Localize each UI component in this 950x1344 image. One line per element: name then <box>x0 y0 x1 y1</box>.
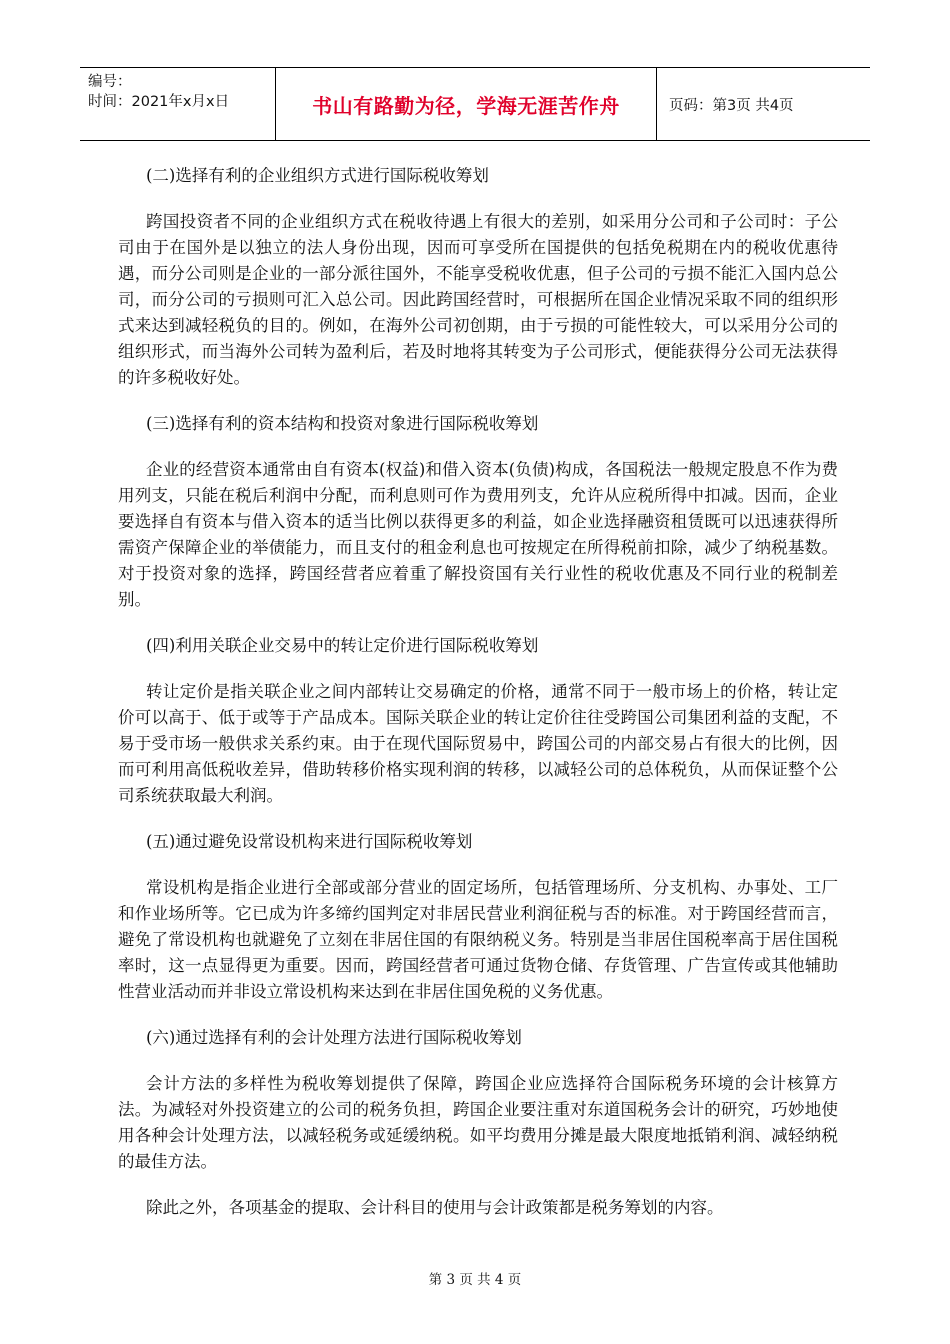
document-number-label: 编号： <box>88 74 132 90</box>
document-body <box>118 163 838 1241</box>
section-paragraph: 跨国投资者不同的企业组织方式在税收待遇上有很大的差别，如采用分公司和子公司时：子公司由于在国外是以独立的法人身份出现，因而可享受所在国提供的包括免税期在内的税收优惠待遇，而分公司则是企业的一部分派往国外，不能享受税收优惠，但子公司的亏损不能汇入国内总公司，而分公司的亏损则可汇入总公司。因此跨国经营时，可根据所在国企业情况采取不同的组织形式来达到减轻税负的目的。例如，在海外公司初创期，由于亏损的可能性较大，可以采用分公司的组织形式，而当海外公司转为盈利后，若及时地将其转变为子公司形式，便能获得分公司无法获得的许多税收好处。 <box>118 212 838 387</box>
section-paragraph: 常设机构是指企业进行全部或部分营业的固定场所，包括管理场所、分支机构、办事处、工厂和作业场所等。它已成为许多缔约国判定对非居民营业利润征税与否的标准。对于跨国经营而言，避免了常设机构也就避免了立刻在非居住国的有限纳税义务。特别是当非居住国税率高于居住国税率时，这一点显得更为重要。因而，跨国经营者可通过货物仓储、存货管理、广告宣传或其他辅助性营业活动而并非设立常设机构来达到在非居住国免税的义务优惠。 <box>118 878 838 1001</box>
header-motto: 书山有路勤为径，学海无涯苦作舟 <box>276 68 657 140</box>
section-paragraph: 会计方法的多样性为税收筹划提供了保障，跨国企业应选择符合国际税务环境的会计核算方法。为减轻对外投资建立的公司的税务负担，跨国企业要注重对东道国税务会计的研究，巧妙地使用各种会计处理方法，以减轻税务或延缓纳税。如平均费用分摊是最大限度地抵销利润、减轻纳税的最佳方法。 <box>118 1074 838 1171</box>
section-heading: (四)利用关联企业交易中的转让定价进行国际税收筹划 <box>146 636 539 655</box>
section-paragraph: 企业的经营资本通常由自有资本(权益)和借入资本(负债)构成，各国税法一般规定股息不作为费用列支，只能在税后利润中分配，而利息则可作为费用列支，允许从应税所得中扣减。因而，企业要选择自有资本与借入资本的适当比例以获得更多的利益，如企业选择融资租赁既可以迅速获得所需资产保障企业的举债能力，而且支付的租金利息也可按规定在所得税前扣除，减少了纳税基数。对于投资对象的选择，跨国经营者应着重了解投资国有关行业性的税收优惠及不同行业的税制差别。 <box>118 460 838 609</box>
header-page-info: 页码：第3页 共4页 <box>669 97 794 114</box>
page-header <box>80 67 870 141</box>
section-heading: (六)通过选择有利的会计处理方法进行国际税收筹划 <box>146 1028 522 1047</box>
section-heading: (五)通过避免设常设机构来进行国际税收筹划 <box>146 832 473 851</box>
section-heading: (三)选择有利的资本结构和投资对象进行国际税收筹划 <box>146 414 539 433</box>
document-time-label: 时间：2021年x月x日 <box>88 94 230 110</box>
closing-paragraph: 除此之外，各项基金的提取、会计科目的使用与会计政策都是税务筹划的内容。 <box>146 1198 724 1217</box>
header-meta <box>80 68 276 140</box>
section-paragraph: 转让定价是指关联企业之间内部转让交易确定的价格，通常不同于一般市场上的价格，转让定价可以高于、低于或等于产品成本。国际关联企业的转让定价往往受跨国公司集团利益的支配，不易于受市场一般供求关系约束。由于在现代国际贸易中，跨国公司的内部交易占有很大的比例，因而可利用高低税收差异，借助转移价格实现利润的转移，以减轻公司的总体税负，从而保证整个公司系统获取最大利润。 <box>118 682 838 805</box>
section-heading: (二)选择有利的企业组织方式进行国际税收筹划 <box>146 166 489 185</box>
page-footer: 第 3 页 共 4 页 <box>428 1272 522 1288</box>
